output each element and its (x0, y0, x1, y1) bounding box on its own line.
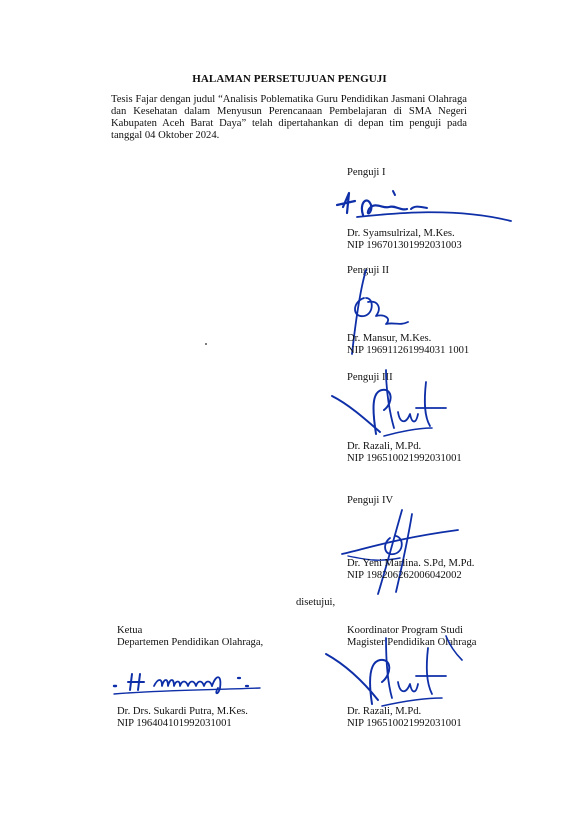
right-signatory-name: Dr. Razali, M.Pd. (347, 706, 422, 717)
left-signatory-nip: NIP 196404101992031001 (117, 718, 232, 729)
page-title: HALAMAN PERSETUJUAN PENGUJI (192, 73, 387, 85)
examiner-3-nip: NIP 196510021992031001 (347, 453, 462, 464)
right-signatory-title-line1: Koordinator Program Studi (347, 625, 463, 636)
right-signatory-nip: NIP 196510021992031001 (347, 718, 462, 729)
examiner-2-name: Dr. Mansur, M.Kes. (347, 333, 432, 344)
examiner-4-nip: NIP 198206262006042002 (347, 570, 462, 581)
examiner-1-role: Penguji I (347, 167, 386, 178)
examiner-4-name: Dr. Yeni Marlina. S.Pd, M.Pd. (347, 558, 475, 569)
right-signatory-signature (322, 632, 472, 712)
left-signatory-title-line2: Departemen Pendidikan Olahraga, (117, 637, 264, 648)
examiner-1-nip: NIP 196701301992031003 (347, 240, 462, 251)
approved-label: disetujui, (296, 597, 336, 608)
examiner-2-role: Penguji II (347, 265, 390, 276)
left-signatory-signature (110, 666, 270, 700)
examiner-1-name: Dr. Syamsulrizal, M.Kes. (347, 228, 455, 239)
examiner-4-signature (338, 508, 463, 600)
examiner-2-nip: NIP 196911261994031 1001 (347, 345, 470, 356)
examiner-3-signature (328, 368, 468, 440)
right-signatory-title-line2: Magister Pendidikan Olahraga (347, 637, 477, 648)
speck-mark (205, 343, 207, 345)
examiner-3-role: Penguji III (347, 372, 393, 383)
examiner-4-role: Penguji IV (347, 495, 394, 506)
left-signatory-title-line1: Ketua (117, 625, 143, 636)
examiner-3-name: Dr. Razali, M.Pd. (347, 441, 422, 452)
examiner-1-signature (335, 187, 515, 227)
approval-statement: Tesis Fajar dengan judul “Analisis Poblematika Guru Pendidikan Jasmani Olahraga dan Kesehatan dalam Menyusun Perencanaan Pembelajaran di SMA Negeri Kabupaten Aceh Barat Daya” telah dipertahankan di depan tim penguji pada tanggal 04 Oktober 2024. (111, 94, 467, 141)
left-signatory-name: Dr. Drs. Sukardi Putra, M.Kes. (117, 706, 248, 717)
